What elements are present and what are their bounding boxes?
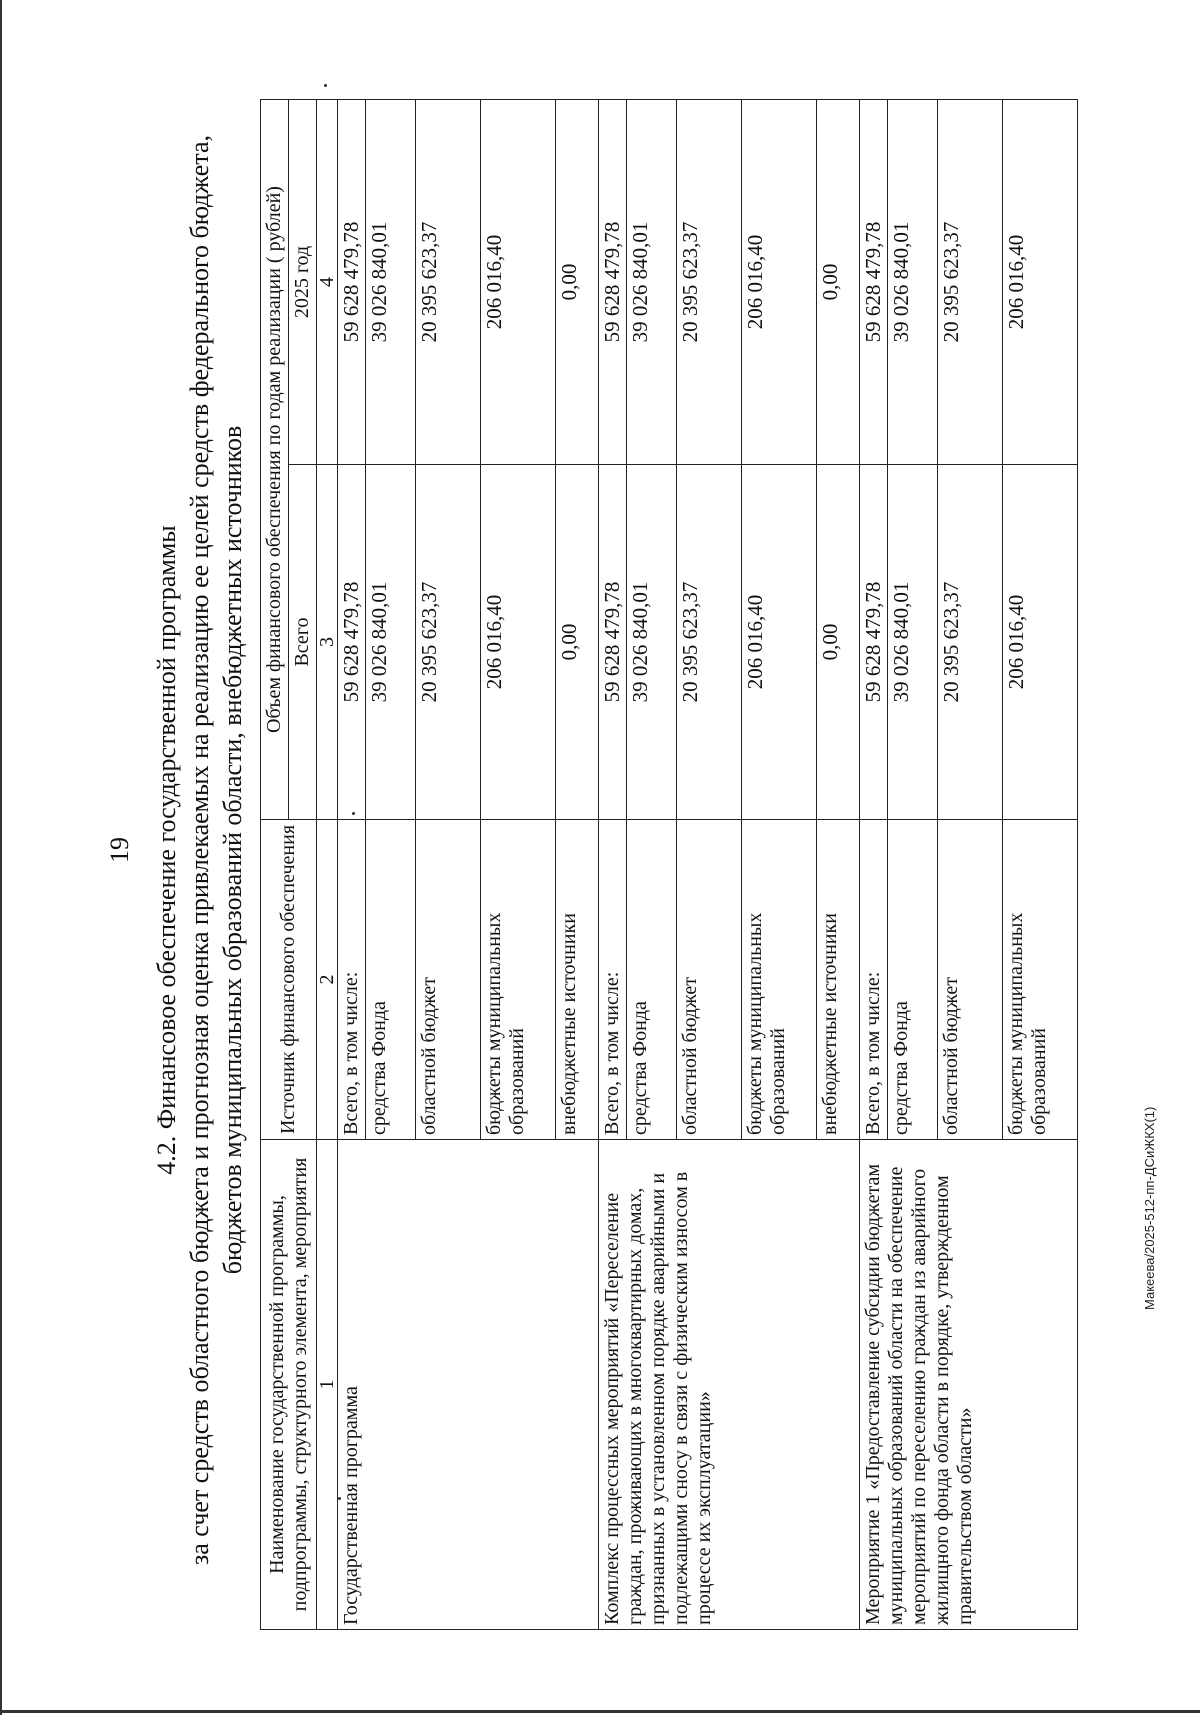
- funding-source: средства Фонда: [888, 820, 938, 1140]
- amount-total: 20 395 623,37: [416, 465, 481, 820]
- amount-2025: 0,00: [556, 100, 599, 465]
- amount-total: 20 395 623,37: [938, 465, 1003, 820]
- amount-2025: 206 016,40: [1003, 100, 1078, 465]
- header-program-name: Наименование государственной программы, подпрограммы, структурного элемента, мероприятия: [261, 1140, 317, 1630]
- financing-table: [260, 99, 1078, 1630]
- funding-source: средства Фонда: [366, 820, 416, 1140]
- funding-source: Всего, в том числе:: [338, 820, 366, 1140]
- column-index: 3: [317, 465, 338, 820]
- funding-source: бюджеты муниципальных образований: [481, 820, 556, 1140]
- table-row: [338, 100, 366, 1630]
- amount-total: 39 026 840,01: [366, 465, 416, 820]
- table-header-row: [261, 100, 289, 1630]
- page-number: 19: [105, 837, 134, 863]
- column-index: 4: [317, 100, 338, 465]
- funding-source: областной бюджет: [416, 820, 481, 1140]
- amount-2025: 20 395 623,37: [416, 100, 481, 465]
- amount-total: 59 628 479,78: [338, 465, 366, 820]
- header-source: Источник финансового обеспечения: [261, 820, 317, 1140]
- scan-border-left: [0, 0, 2, 1715]
- amount-total: 206 016,40: [1003, 465, 1078, 820]
- scan-border-bottom: [0, 1710, 1200, 1713]
- funding-source: внебюджетные источники: [556, 820, 599, 1140]
- amount-2025: 39 026 840,01: [627, 100, 677, 465]
- funding-source: областной бюджет: [938, 820, 1003, 1140]
- program-element-name: Комплекс процессных мероприятий «Переселение граждан, проживающих в многоквартирных домах, признанных в установленном порядке аварийными и подлежащими сносу в связи с физическим износом в процессе их эксплуатации»: [599, 1140, 860, 1630]
- amount-2025: 39 026 840,01: [888, 100, 938, 465]
- amount-total: 20 395 623,37: [677, 465, 742, 820]
- amount-total: 39 026 840,01: [888, 465, 938, 820]
- header-volume-group: Объем финансового обеспечения по годам реализации ( рублей): [261, 100, 289, 820]
- funding-source: внебюджетные источники: [817, 820, 860, 1140]
- amount-2025: 206 016,40: [742, 100, 817, 465]
- section-title-line2: за счет средств областного бюджета и прогнозная оценка привлекаемых на реализацию ее целей средств федерального бюджета, бюджетов муниципальных образований области, внебюджетных источников: [185, 135, 247, 1565]
- section-title: [150, 100, 249, 1600]
- table-row: [599, 100, 627, 1630]
- amount-total: 59 628 479,78: [599, 465, 627, 820]
- amount-2025: 39 026 840,01: [366, 100, 416, 465]
- column-index: 1: [317, 1140, 338, 1630]
- amount-2025: 20 395 623,37: [677, 100, 742, 465]
- amount-total: 0,00: [817, 465, 860, 820]
- header-year-2025: 2025 год: [289, 100, 317, 465]
- amount-total: 206 016,40: [742, 465, 817, 820]
- section-title-line1: 4.2. Финансовое обеспечение государственной программы: [152, 525, 181, 1175]
- funding-source: Всего, в том числе:: [860, 820, 888, 1140]
- amount-total: 39 026 840,01: [627, 465, 677, 820]
- amount-2025: 59 628 479,78: [338, 100, 366, 465]
- amount-2025: 206 016,40: [481, 100, 556, 465]
- amount-total: 206 016,40: [481, 465, 556, 820]
- amount-total: 59 628 479,78: [860, 465, 888, 820]
- amount-2025: 59 628 479,78: [599, 100, 627, 465]
- header-total: Всего: [289, 465, 317, 820]
- rotated-content: [55, 60, 1155, 1640]
- funding-source: бюджеты муниципальных образований: [742, 820, 817, 1140]
- funding-source: областной бюджет: [677, 820, 742, 1140]
- program-element-name: Государственная программа: [338, 1140, 599, 1630]
- column-index-row: [317, 100, 338, 1630]
- table-row: [860, 100, 888, 1630]
- amount-2025: 0,00: [817, 100, 860, 465]
- footer-code: Макеева/2025-512-пп-ДСиЖКХ(1): [1142, 1106, 1157, 1310]
- amount-2025: 20 395 623,37: [938, 100, 1003, 465]
- program-element-name: Мероприятие 1 «Предоставление субсидии бюджетам муниципальных образований области на обеспечение мероприятий по переселению граждан из аварийного жилищного фонда области в порядке, утвержденном правительством области»: [860, 1140, 1078, 1630]
- amount-total: 0,00: [556, 465, 599, 820]
- amount-2025: 59 628 479,78: [860, 100, 888, 465]
- funding-source: средства Фонда: [627, 820, 677, 1140]
- funding-source: бюджеты муниципальных образований: [1003, 820, 1078, 1140]
- document-footer: [1142, 1010, 1162, 1310]
- column-index: 2: [317, 820, 338, 1140]
- funding-source: Всего, в том числе:: [599, 820, 627, 1140]
